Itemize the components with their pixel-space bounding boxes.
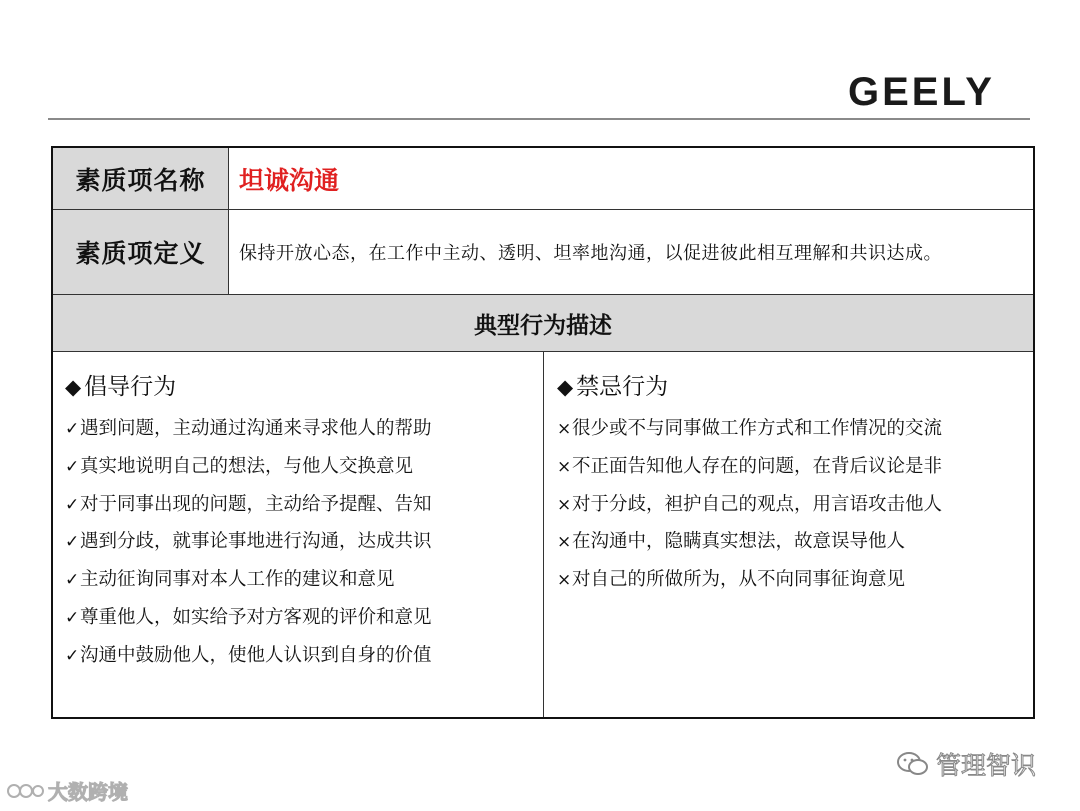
competency-definition-value: 保持开放心态，在工作中主动、透明、坦率地沟通，以促进彼此相互理解和共识达成。 xyxy=(239,243,942,264)
behavior-section-header xyxy=(53,295,1033,352)
check-icon: ✓ xyxy=(65,494,80,515)
list-item: ✓遇到分歧，就事论事地进行沟通，达成共识 xyxy=(65,523,432,561)
check-icon: ✓ xyxy=(65,570,80,591)
behavior-section-title: 典型行为描述 xyxy=(474,312,612,339)
geely-logo: GEELY xyxy=(848,70,995,114)
watermark-right-text: 管理智识 xyxy=(936,751,1037,780)
cross-icon: × xyxy=(557,494,572,515)
competency-table xyxy=(51,146,1035,719)
list-item: ×在沟通中，隐瞒真实想法，故意误导他人 xyxy=(557,523,942,561)
cross-icon: × xyxy=(557,570,572,591)
list-item: ×很少或不与同事做工作方式和工作情况的交流 xyxy=(557,410,942,448)
cross-icon: × xyxy=(557,456,572,477)
prohibited-list xyxy=(557,410,942,599)
list-item: ✓主动征询同事对本人工作的建议和意见 xyxy=(65,561,432,599)
list-item: ×不正面告知他人存在的问题，在背后议论是非 xyxy=(557,448,942,486)
competency-name-cell xyxy=(229,148,1033,209)
diamond-bullet-icon: ◆ xyxy=(557,375,574,399)
prohibited-title-text: 禁忌行为 xyxy=(576,374,669,400)
cross-icon: × xyxy=(557,419,572,439)
watermark-right xyxy=(896,746,1036,782)
check-icon: ✓ xyxy=(65,456,80,477)
competency-definition-label: 素质项定义 xyxy=(53,210,229,294)
check-icon: ✓ xyxy=(65,532,80,553)
competency-name-value: 坦诚沟通 xyxy=(239,165,340,195)
list-item: ✓沟通中鼓励他人，使他人认识到自身的价值 xyxy=(65,637,432,675)
competency-definition-row xyxy=(53,210,1033,295)
list-item: ✓遇到问题，主动通过沟通来寻求他人的帮助 xyxy=(65,410,432,448)
list-item: ×对于分歧，袒护自己的观点，用言语攻击他人 xyxy=(557,486,942,524)
list-item: ✓对于同事出现的问题，主动给予提醒、告知 xyxy=(65,486,432,524)
check-icon: ✓ xyxy=(65,645,80,666)
list-item: ×对自己的所做所为，从不向同事征询意见 xyxy=(557,561,942,599)
watermark-left xyxy=(6,776,128,805)
watermark-left-text: 大数跨境 xyxy=(48,780,128,804)
dashuju-logo-icon xyxy=(6,780,44,802)
list-item: ✓真实地说明自己的想法，与他人交换意见 xyxy=(65,448,432,486)
check-icon: ✓ xyxy=(65,419,80,439)
competency-definition-cell xyxy=(229,210,1033,294)
competency-name-label: 素质项名称 xyxy=(53,148,229,209)
check-icon: ✓ xyxy=(65,607,80,628)
diamond-bullet-icon: ◆ xyxy=(65,375,82,399)
competency-name-row xyxy=(53,148,1033,210)
advocated-title xyxy=(65,368,176,401)
wechat-icon xyxy=(896,750,930,778)
list-item: ✓尊重他人，如实给予对方客观的评价和意见 xyxy=(65,599,432,637)
prohibited-title xyxy=(557,368,668,401)
advocated-list xyxy=(65,410,432,675)
advocated-title-text: 倡导行为 xyxy=(84,374,177,400)
cross-icon: × xyxy=(557,532,572,553)
header-divider xyxy=(48,118,1030,120)
